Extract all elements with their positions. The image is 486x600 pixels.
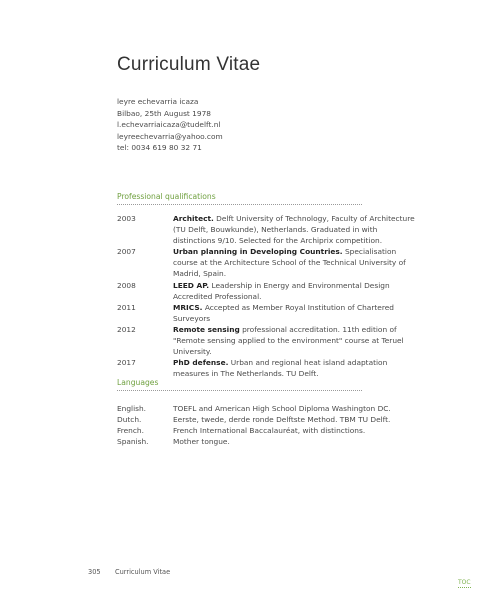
contact-name: leyre echevarria icaza [117, 97, 199, 106]
qualifications-heading: Professional qualifications [117, 192, 362, 205]
qualification-detail: Specialisation course at the Architecture School of the Technical University of Madrid, Spain. [173, 247, 406, 279]
language-row [117, 425, 417, 436]
language-detail: Eerste, twede, derde ronde Delftste Method. TBM TU Delft. [173, 415, 391, 425]
qualification-year: 2017 [117, 358, 136, 368]
language-row [117, 414, 417, 425]
qualification-title: Architect. [173, 214, 214, 223]
qualification-title: LEED AP. [173, 280, 210, 290]
toc-link[interactable]: TOC [458, 579, 471, 586]
qualification-detail: Accepted as Member Royal Institution of Chartered Surveyors [173, 302, 394, 323]
qualification-year: 2008 [117, 280, 136, 290]
contact-phone: tel: 0034 619 80 32 71 [117, 143, 202, 153]
language-detail: Mother tongue. [173, 437, 230, 447]
language-detail: French International Baccalauréat, with distinctions. [173, 426, 366, 436]
qualification-row [117, 280, 417, 302]
qualification-title: PhD defense. [173, 358, 229, 368]
page-number: 305 [88, 568, 101, 576]
footer-section-title: Curriculum Vitae [115, 568, 171, 576]
qualification-year: 2011 [117, 302, 136, 312]
language-name: French. [117, 426, 144, 436]
qualification-title: Remote sensing [173, 324, 240, 334]
qualification-row [117, 213, 417, 246]
qualification-detail: Delft University of Technology, Faculty of Architecture (TU Delft, Bouwkunde), Netherlands. Graduated in with distinctions 9/10. Selected for the Archiprix competition. [173, 214, 415, 246]
contact-block [117, 96, 223, 154]
languages-list [117, 403, 417, 447]
qualification-detail: Urban and regional heat island adaptation measures in The Netherlands. TU Delft. [173, 358, 388, 379]
qualification-row [117, 357, 417, 379]
qualification-year: 2012 [117, 324, 136, 334]
language-row [117, 436, 417, 447]
qualification-year: 2007 [117, 247, 136, 257]
qualification-year: 2003 [117, 214, 136, 223]
qualification-row [117, 302, 417, 324]
qualification-title: MRICS. [173, 302, 203, 312]
language-row [117, 403, 417, 414]
page-title: Curriculum Vitae [117, 54, 261, 75]
qualification-row [117, 246, 417, 279]
qualification-title: Urban planning in Developing Countries. [173, 247, 343, 257]
language-name: Dutch. [117, 415, 142, 425]
language-name: Spanish. [117, 437, 149, 447]
contact-email-personal: leyreechevarria@yahoo.com [117, 131, 223, 141]
qualifications-list [117, 213, 417, 379]
language-detail: TOEFL and American High School Diploma Washington DC. [173, 404, 391, 413]
qualification-detail: professional accreditation. 11th edition of "Remote sensing applied to the environment" course at Teruel University. [173, 324, 404, 357]
languages-heading: Languages [117, 378, 362, 391]
language-name: English. [117, 404, 147, 413]
contact-email-work: l.echevarriaicaza@tudelft.nl [117, 120, 221, 130]
contact-birth: Bilbao, 25th August 1978 [117, 108, 211, 118]
qualification-detail: Leadership in Energy and Environmental Design Accredited Professional. [173, 280, 390, 301]
qualification-row [117, 324, 417, 357]
